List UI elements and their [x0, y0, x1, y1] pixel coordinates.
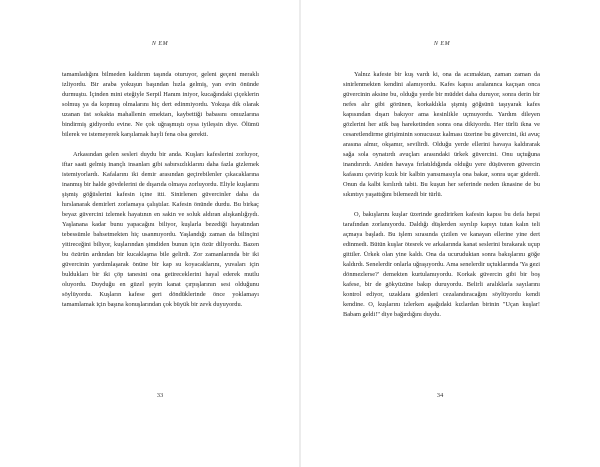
running-header-right: N EM	[433, 41, 451, 47]
paragraph: Arkasından gelen sesleri duydu bir anda. Kuşları kafeslerini zorluyor, iftar saati gelmiş inançlı insanları gibi sabırsızlıklarını daha fazla gizlemek istemiyorlardı. Kafalarını iki demir arasından geçirebilenler çıkacaklarına inanmış bir halde gövdelerini de dışarıda olmaya zorluyordu. Eliyle kuşlarını şişmiş göğüslerini kafesin içine itti. Sinirlenen güvercinler daha da hırslanarak demirleri zorlamaya çalıştılar. Kafesin önünde durdu. Bu birkaç beyaz güvercini izlemek hayatının en sakin ve soluk aldıran alışkanlığıydı. Yaşlanana kadar bunu yapacağını biliyor, kuşlarla bezediği hayatından tebessümle bahsetmekten hiç usanmıyordu. Yaşlandığı zaman da bilinçini yitireceğini biliyor, kuşlarından şimdiden bunun için özür diliyordu. Bazen bu özürün ardından bir kucaklaşma bile gelirdi. Zor zamanlarında bir iki güvercinin yardımlaşarak önüne bir kap su koyacaklarını, yuvaları için buldukları bir iki çöp tanesini ona getireceklerini hayal ederek mutlu oluyordu. Duyduğu en güzel şeyin kanat çırpışlarının sesi olduğunu söylüyordu. Kuşların kafese geri döndüklerinde önce yoklamayı tamamlamak için başına konuşlarından çok büyük bir zevk duyuyordu.	[62, 151, 259, 309]
paragraph-spacer	[343, 200, 540, 210]
page-number-right: 34	[436, 392, 444, 399]
left-page-text	[62, 70, 259, 310]
running-header-left: N EM	[151, 41, 169, 47]
paragraph: Yalnız kafeste bir kuş vardı ki, ona da acımaktan, zaman zaman da sinirlenmekten kendini alamıyordu. Kafes kapısı aralanınca kaçışan onca güvercinin aksine bu, olduğu yerde bir müddet daha duruyor, sonra derin bir nefes alır gibi görünen, korkaklıkla şişmiş göğsünü taşıyarak kafes kapısından dışarı bakıyor ama kesinlikle uçmuyordu. Yardım dileyen gözlerini her atik baş hareketinden sonra ona dikiyordu. Her türlü ikna ve cesaretlendirme girişiminin sonucusuz kalması üzerine bu güvercini, iki avuç arasına almır, okşamır, sevilirdi. Olduğu yerde ellerini havaya kaldırarak sağa sola oynatırdı avuçları arasındaki ürkek güvercini. Onu uçtuğuna inandırırdı. Aniden havaya fırlatıldığında olduğu yere düşüveren güvercin kafasını çevirip kızık bir kalbin yansımasıyla ona bakar, sonra uçar giderdi. Onun da kalbi kırılırdı tabii. Bu kuşun her seferinde neden iknasine de bu sıkıntıyı yaşattığını bilemezdi bir türlü.	[343, 71, 540, 199]
page-number-left: 33	[156, 392, 164, 399]
right-page-text	[343, 70, 540, 320]
right-page	[300, 0, 600, 467]
paragraph: O, bakışlarını kuşlar üzerinde gezdirirken kafesin kapısı bu defa hepsi tarafından zorlanıyordu. Daldığı düşlerden sıyrılıp kapıyı tutan kalın teli açmaya başladı. Bu işlem sırasında çizilen ve kanayan ellerine yine dert edinmedi. Bütün kuşlar ötesrek ve arkalarında kanat seslerini bırakarak uçup gittiler. Ürkek olan yine kaldı. Ona da ucuruduktan sonra bakışlarını göğe kaldırdı. Senelerdir onlarla uğraşıyordu. Ama senelerdir uçtuklarında 'Ya gezi dönmezlerse?' demekten kurtulamıyordu. Korkak güvercin gibi bir boş kafese, bir de gökyüzüne bakıp duruyordu. Belirli aralıklarla sayılarını kontrol ediyor, uzaklara gidenleri cezalandıracağını söylüyordu kendi kendine. O, kuşlarını izlerken aşağıdaki kızlardan birinin "Uçan kuşlar! Babam geldi!" diye bağırdığını duydu.	[343, 211, 540, 319]
paragraph: tamamladığını bilmeden kaldırım taşında oturuyor, geleni geçeni meraklı izliyordu. Bir araba yokuşun başından hızla gelmiş, yan evin önünde durmuştu. İçinden mini eteğiyle Serpil Hanım iniyor, kucağındaki çiçeklerin solmuş ya da kopmuş olmalarını hiç dert edinmiyordu. Yokuşa dik olarak uzanan üst sokakta mahallenin emektarı, kaybettiği babasını omuzlarına bindirmiş gidiyordu evine. Ne çok uğraşmıştı oysa iyileşsin diye. Ölümü bilerek ve istemeyerek karşılamak hayli fena olsa gerekti.	[62, 71, 259, 139]
paragraph-spacer	[62, 140, 259, 150]
